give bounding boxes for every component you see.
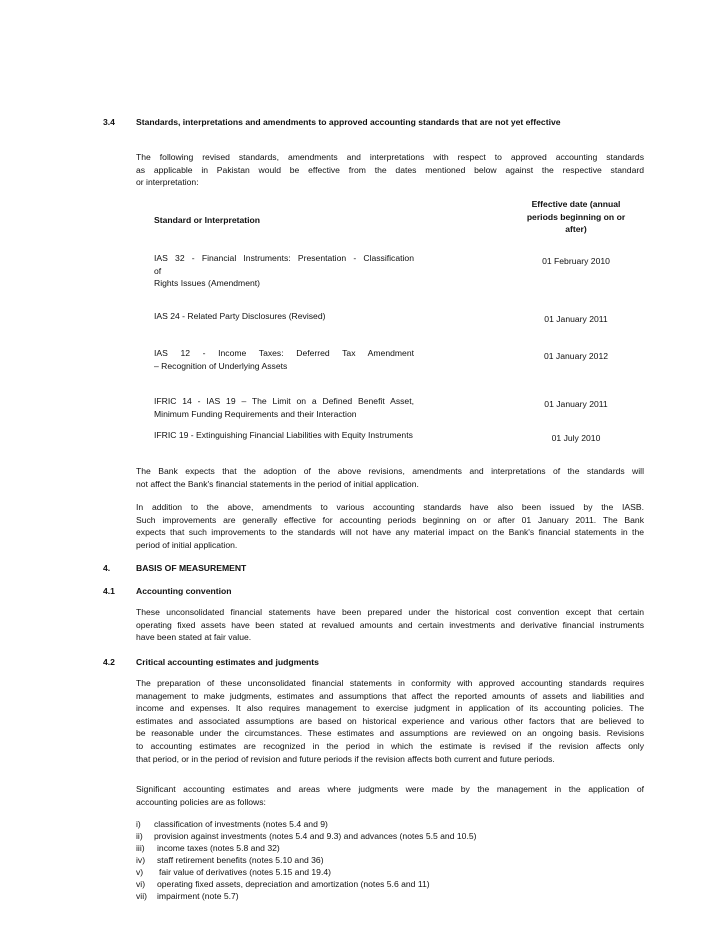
standard-line: Minimum Funding Requirements and their Interaction (154, 408, 357, 419)
section-number-4-1: 4.1 (103, 586, 115, 596)
table-header-effective-date (515, 198, 637, 236)
paragraph-adoption (136, 465, 644, 490)
paragraph-line: expects that such improvements to the standards will not have any material impact on the Bank's financial statements in the (136, 527, 644, 538)
list-item-number: vii) (136, 891, 147, 901)
paragraph-line: The preparation of these unconsolidated financial statements in conformity with approved accounting standards requires (136, 678, 644, 688)
table-row-standard (154, 310, 414, 323)
standard-line: – Recognition of Underlying Assets (154, 360, 288, 371)
standard-line: IAS 32 - Financial Instruments: Presentation - Classification (154, 253, 414, 263)
table-row-date: 01 January 2011 (544, 399, 608, 409)
intro-line: or interpretation: (136, 177, 199, 188)
paragraph-line: not affect the Bank's financial statements in the period of initial application. (136, 478, 419, 489)
table-row-date: 01 February 2010 (542, 256, 610, 266)
section-number-4-2: 4.2 (103, 657, 115, 667)
list-item: operating fixed assets, depreciation and amortization (notes 5.6 and 11) (157, 879, 430, 889)
paragraph-line: that period, or in the period of revision and future periods if the revision affects both current and future periods. (136, 753, 555, 764)
paragraph-line: have been stated at fair value. (136, 632, 252, 643)
paragraph-intro (136, 151, 644, 189)
paragraph-significant-estimates (136, 783, 644, 808)
standard-line: IFRIC 19 - Extinguishing Financial Liabilities with Equity Instruments (154, 430, 413, 440)
table-row-standard (154, 429, 454, 442)
paragraph-line: Significant accounting estimates and areas where judgments were made by the management in the application of (136, 784, 644, 794)
table-row-standard (154, 395, 414, 420)
list-item: provision against investments (notes 5.4 and 9.3) and advances (notes 5.5 and 10.5) (154, 831, 477, 841)
standard-line: IFRIC 14 - IAS 19 – The Limit on a Defined Benefit Asset, (154, 396, 414, 406)
header-line: periods beginning on or (526, 211, 626, 222)
list-item: staff retirement benefits (notes 5.10 and 36) (157, 855, 324, 865)
paragraph-line: The Bank expects that the adoption of the above revisions, amendments and interpretations of the standards will (136, 466, 644, 476)
list-item: impairment (note 5.7) (157, 891, 239, 901)
paragraph-line: In addition to the above, amendments to various accounting standards have also been issued by the IASB. (136, 502, 644, 512)
paragraph-line: be reasonable under the circumstances. These estimates and assumptions are reviewed on an ongoing basis. Revisions (136, 728, 644, 739)
paragraph-line: accounting policies are as follows: (136, 796, 266, 807)
section-number-4: 4. (103, 563, 111, 573)
list-item-number: iv) (136, 855, 146, 865)
list-item: fair value of derivatives (notes 5.15 and 19.4) (159, 867, 331, 877)
table-row-date: 01 January 2011 (544, 314, 608, 324)
list-item: classification of investments (notes 5.4 and 9) (154, 819, 328, 829)
paragraph-line: These unconsolidated financial statements have been prepared under the historical cost convention except that certain (136, 607, 644, 617)
paragraph-line: Such improvements are generally effective for accounting periods beginning on or after 01 January 2011. The Bank (136, 514, 644, 525)
header-line: Effective date (annual (531, 199, 621, 209)
list-item-number: i) (136, 819, 141, 829)
paragraph-line: income and expenses. It also requires management to exercise judgment in application of its accounting policies. The (136, 703, 644, 714)
intro-line: The following revised standards, amendments and interpretations with respect to approved accounting standards (136, 152, 644, 162)
paragraph-line: estimates and associated assumptions are based on historical experience and various other factors that are believed to (136, 715, 644, 726)
paragraph-accounting-convention (136, 606, 644, 644)
list-item-number: vi) (136, 879, 146, 889)
paragraph-line: to accounting estimates are recognized in the period in which the estimate is revised if the revision affects only (136, 740, 644, 751)
list-item: income taxes (notes 5.8 and 32) (157, 843, 280, 853)
section-title-4-1: Accounting convention (136, 586, 232, 596)
list-item-number: ii) (136, 831, 143, 841)
intro-line: as applicable in Pakistan would be effective from the dates mentioned below against the respective standard (136, 164, 644, 175)
section-title-4-2: Critical accounting estimates and judgments (136, 657, 319, 667)
paragraph-estimates (136, 677, 644, 765)
paragraph-line: management to make judgments, estimates and assumptions that affect the reported amounts of assets and liabilities and (136, 690, 644, 701)
standard-line: IAS 12 - Income Taxes: Deferred Tax Amendment (154, 348, 414, 358)
table-header-standard: Standard or Interpretation (154, 215, 260, 225)
section-number-3-4: 3.4 (103, 117, 115, 127)
paragraph-improvements (136, 501, 644, 551)
table-row-date: 01 July 2010 (551, 433, 601, 443)
standard-line: of (154, 265, 162, 276)
header-line: after) (565, 224, 587, 235)
paragraph-line: operating fixed assets have been stated at revalued amounts and certain investments and derivative financial instruments (136, 619, 644, 630)
standard-line: IAS 24 - Related Party Disclosures (Revised) (154, 311, 326, 321)
standard-line: Rights Issues (Amendment) (154, 278, 261, 289)
list-item-number: iii) (136, 843, 145, 853)
section-title-3-4: Standards, interpretations and amendments to approved accounting standards that are not yet effective (136, 117, 561, 127)
paragraph-line: period of initial application. (136, 539, 238, 550)
table-row-date: 01 January 2012 (543, 351, 609, 361)
table-row-standard (154, 347, 414, 372)
list-item-number: v) (136, 867, 144, 877)
table-row-standard (154, 252, 414, 290)
section-title-4: BASIS OF MEASUREMENT (136, 563, 247, 573)
